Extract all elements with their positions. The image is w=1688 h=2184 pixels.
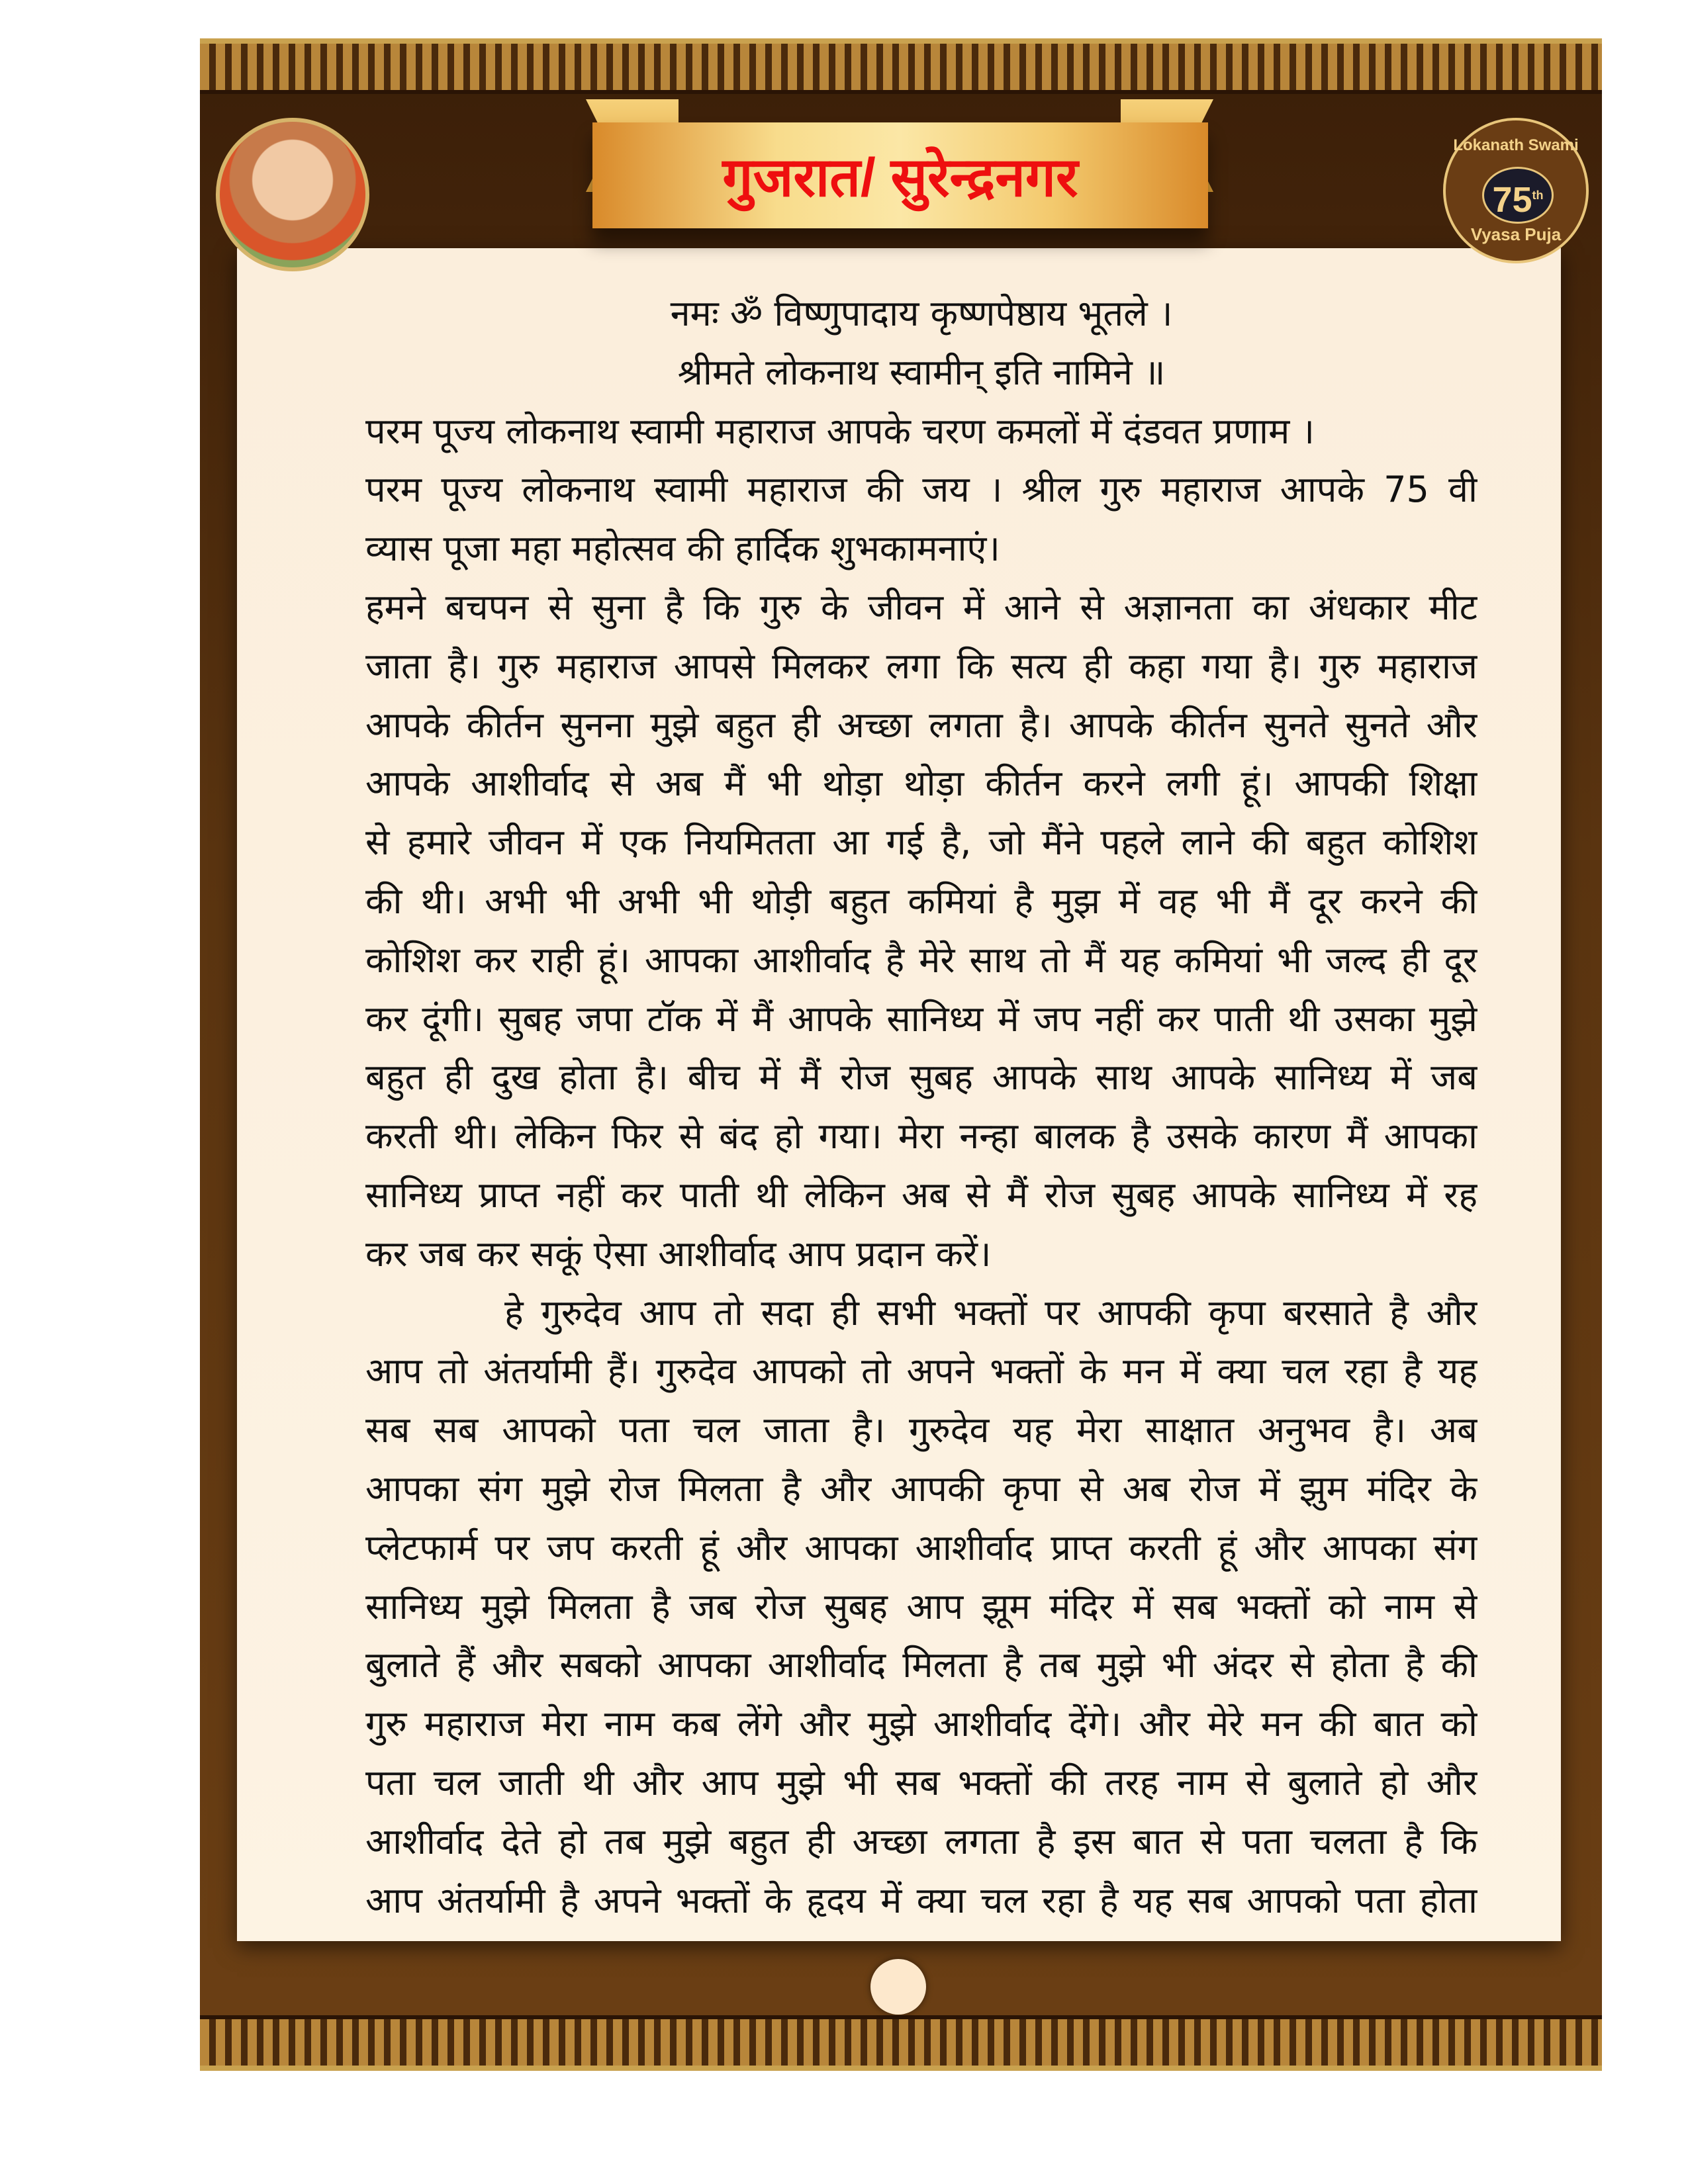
text-line: परम पूज्य लोकनाथ स्वामी महाराज आपके चरण कमलों में दंडवत प्रणाम । [365,410,1315,452]
text-line: आशीर्वाद देते हो तब मुझे बहुत ही अच्छा लगता है इस बात से पता चलता है कि [365,1820,1477,1862]
guru-portrait [216,118,369,271]
seal-number-value: 75 [1492,180,1532,220]
seal-suffix: th [1532,189,1544,202]
text-line: सानिध्य प्राप्त नहीं कर पाती थी लेकिन अब से मैं रोज सुबह आपके सानिध्य में रह [365,1173,1477,1216]
title-ribbon [592,122,1208,228]
seal-number [1482,167,1554,224]
invocation-line: श्रीमते लोकनाथ स्वामीन् इति नामिने ॥ [677,351,1166,393]
invocation-line: नमः ॐ विष्णुपादाय कृष्णपेष्ठाय भूतले । [670,293,1173,334]
text-line: सानिध्य मुझे मिलता है जब रोज सुबह आप झूम मंदिर में सब भक्तों को नाम से [365,1585,1477,1627]
vyasa-puja-seal-logo [1443,118,1589,263]
text-line: से हमारे जीवन में एक नियमितता आ गई है, जो मैंने पहले लाने की बहुत कोशिश [365,821,1477,864]
bottom-ornamental-border [200,2015,1602,2071]
text-line: परम पूज्य लोकनाथ स्वामी महाराज की जय । श्रील गुरु महाराज आपके 75 वी [365,469,1477,511]
text-line: बहुत ही दुख होता है। बीच में मैं रोज सुबह आपके साथ आपके सानिध्य में जब [365,1056,1477,1099]
text-line: कर जब कर सकूं ऐसा आशीर्वाद आप प्रदान करें। [365,1232,992,1275]
text-line: व्यास पूजा महा महोत्सव की हार्दिक शुभकामनाएं। [365,527,1000,570]
page-dot-ornament [870,1959,926,2015]
text-line: सब सब आपको पता चल जाता है। गुरुदेव यह मेरा साक्षात अनुभव है। अब [365,1409,1477,1451]
text-line: आप अंतर्यामी है अपने भक्तों के हृदय में क्या चल रहा है यह सब आपको पता होता [365,1879,1477,1921]
letter-body [365,285,1477,1930]
text-line: पता चल जाती थी और आप मुझे भी सब भक्तों की तरह नाम से बुलाते हो और [365,1761,1477,1803]
text-line: प्लेटफार्म पर जप करती हूं और आपका आशीर्वाद प्राप्त करती हूं और आपका संग [365,1526,1477,1569]
text-line: की थी। अभी भी अभी भी थोड़ी बहुत कमियां है मुझ में वह भी मैं दूर करने की [365,880,1477,922]
page-title: गुजरात/ सुरेन्द्रनगर [722,148,1078,208]
text-line: आपके कीर्तन सुनना मुझे बहुत ही अच्छा लगता है। आपके कीर्तन सुनते सुनते और [365,704,1477,746]
body-text [365,402,1477,1931]
text-line: कर दूंगी। सुबह जपा टॉक में मैं आपके सानिध्य में जप नहीं कर पाती थी उसका मुझे [365,997,1477,1040]
text-line: हे गुरुदेव आप तो सदा ही सभी भक्तों पर आपकी कृपा बरसाते है और [504,1291,1477,1334]
text-line: आपके आशीर्वाद से अब मैं भी थोड़ा थोड़ा कीर्तन करने लगी हूं। आपकी शिक्षा [365,762,1477,805]
text-line: आपका संग मुझे रोज मिलता है और आपकी कृपा से अब रोज में झुम मंदिर के [365,1467,1477,1510]
text-line: करती थी। लेकिन फिर से बंद हो गया। मेरा नन्हा बालक है उसके कारण मैं आपका [365,1115,1477,1158]
text-line: बुलाते हैं और सबको आपका आशीर्वाद मिलता है तब मुझे भी अंदर से होता है की [365,1644,1477,1686]
text-line: जाता है। गुरु महाराज आपसे मिलकर लगा कि सत्य ही कहा गया है। गुरु महाराज [365,645,1477,687]
seal-bottom-text: Vyasa Puja [1470,224,1562,244]
text-line: आप तो अंतर्यामी हैं। गुरुदेव आपको तो अपने भक्तों के मन में क्या चल रहा है यह [365,1350,1477,1392]
top-ornamental-border [200,38,1602,94]
text-line: गुरु महाराज मेरा नाम कब लेंगे और मुझे आशीर्वाद देंगे। और मेरे मन की बात को [365,1703,1477,1745]
text-line: कोशिश कर राही हूं। आपका आशीर्वाद है मेरे साथ तो मैं यह कमियां भी जल्द ही दूर [365,938,1477,981]
text-line: हमने बचपन से सुना है कि गुरु के जीवन में आने से अज्ञानता का अंधकार मीट [365,586,1477,628]
seal-top-text: Lokanath Swami [1453,136,1579,154]
